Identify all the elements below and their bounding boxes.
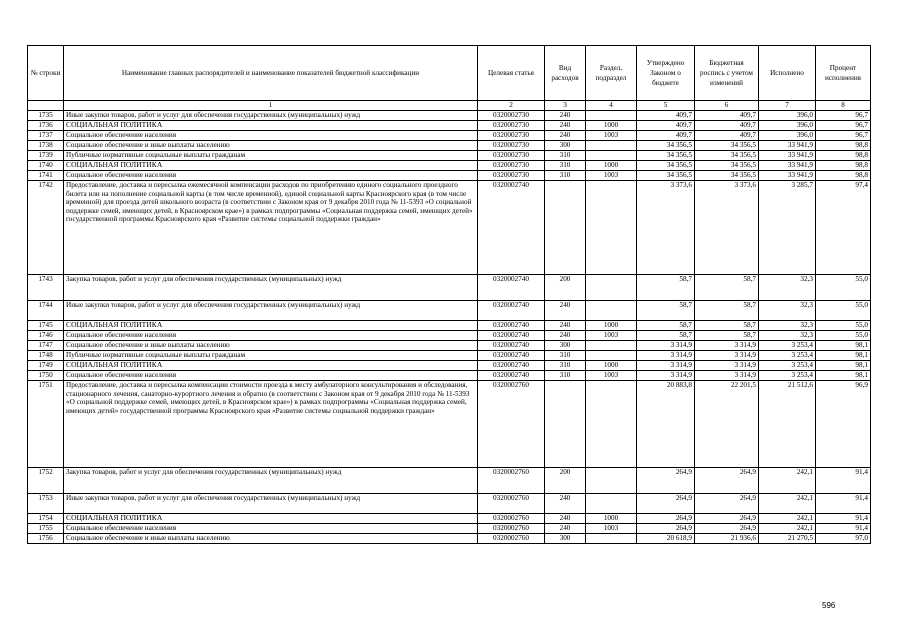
- row-target: 0320002730: [478, 121, 545, 131]
- row-number: 1747: [28, 341, 64, 351]
- row-target: 0320002730: [478, 141, 545, 151]
- row-target: 0320002760: [478, 468, 545, 494]
- row-executed: 21 270,5: [759, 534, 816, 544]
- row-percent: 55,0: [816, 275, 871, 301]
- row-budget: 409,7: [695, 111, 759, 121]
- table-row: [28, 468, 871, 494]
- row-kind: 240: [545, 111, 586, 121]
- row-executed: 32,3: [759, 331, 816, 341]
- row-name: Закупка товаров, работ и услуг для обеспечения государственных (муниципальных) нужд: [64, 468, 478, 494]
- row-section: [586, 341, 637, 351]
- row-section: 1003: [586, 371, 637, 381]
- row-kind: [545, 381, 586, 468]
- row-percent: 98,8: [816, 141, 871, 151]
- row-target: 0320002760: [478, 514, 545, 524]
- header-executed: Исполнено: [759, 46, 816, 101]
- row-section: 1003: [586, 171, 637, 181]
- row-target: 0320002760: [478, 534, 545, 544]
- row-percent: 96,9: [816, 381, 871, 468]
- table-row: [28, 331, 871, 341]
- row-number: 1740: [28, 161, 64, 171]
- row-target: 0320002740: [478, 331, 545, 341]
- row-name: Публичные нормативные социальные выплаты гражданам: [64, 351, 478, 361]
- row-section: [586, 141, 637, 151]
- header-percent: Процент исполнения: [816, 46, 871, 101]
- row-percent: 98,1: [816, 371, 871, 381]
- table-row: [28, 181, 871, 275]
- row-number: 1746: [28, 331, 64, 341]
- header-section: Раздел, подраздел: [586, 46, 637, 101]
- row-budget: 264,9: [695, 468, 759, 494]
- row-executed: 33 941,9: [759, 141, 816, 151]
- row-budget: 34 356,5: [695, 161, 759, 171]
- row-budget: 34 356,5: [695, 171, 759, 181]
- budget-table: [27, 45, 871, 544]
- row-percent: 97,0: [816, 534, 871, 544]
- row-section: 1000: [586, 121, 637, 131]
- header-name: Наименование главных распорядителей и наименование показателей бюджетной классификации: [64, 46, 478, 101]
- row-budget: 3 314,9: [695, 351, 759, 361]
- row-target: 0320002740: [478, 275, 545, 301]
- row-target: 0320002760: [478, 381, 545, 468]
- row-executed: 396,0: [759, 121, 816, 131]
- row-approved: 409,7: [637, 121, 695, 131]
- row-kind: 240: [545, 121, 586, 131]
- row-number: 1752: [28, 468, 64, 494]
- row-executed: 3 253,4: [759, 341, 816, 351]
- row-budget: 58,7: [695, 301, 759, 321]
- row-executed: 32,3: [759, 275, 816, 301]
- row-kind: 200: [545, 275, 586, 301]
- row-percent: 98,1: [816, 341, 871, 351]
- row-executed: 3 285,7: [759, 181, 816, 275]
- row-percent: 91,4: [816, 468, 871, 494]
- row-executed: 242,1: [759, 524, 816, 534]
- row-name: СОЦИАЛЬНАЯ ПОЛИТИКА: [64, 361, 478, 371]
- row-number: 1741: [28, 171, 64, 181]
- row-approved: 3 314,9: [637, 361, 695, 371]
- row-target: 0320002740: [478, 341, 545, 351]
- table-row: [28, 341, 871, 351]
- row-budget: 34 356,5: [695, 151, 759, 161]
- header-kind: Вид расходов: [545, 46, 586, 101]
- row-approved: 264,9: [637, 494, 695, 514]
- row-target: 0320002740: [478, 321, 545, 331]
- col-number-cell: 2: [478, 101, 545, 111]
- row-section: 1000: [586, 361, 637, 371]
- row-percent: 96,7: [816, 131, 871, 141]
- table-row: [28, 524, 871, 534]
- header-approved: Утверждено Законом о бюджете: [637, 46, 695, 101]
- column-number-row: [28, 101, 871, 111]
- row-approved: 58,7: [637, 321, 695, 331]
- col-number-cell: 5: [637, 101, 695, 111]
- row-budget: 3 373,6: [695, 181, 759, 275]
- row-section: 1000: [586, 161, 637, 171]
- row-target: 0320002740: [478, 361, 545, 371]
- col-number-cell: 6: [695, 101, 759, 111]
- row-number: 1743: [28, 275, 64, 301]
- row-number: 1739: [28, 151, 64, 161]
- table-row: [28, 111, 871, 121]
- table-row: [28, 301, 871, 321]
- row-approved: 264,9: [637, 524, 695, 534]
- row-number: 1749: [28, 361, 64, 371]
- table-row: [28, 371, 871, 381]
- row-section: [586, 381, 637, 468]
- row-section: [586, 351, 637, 361]
- row-approved: 3 314,9: [637, 341, 695, 351]
- row-percent: 96,7: [816, 121, 871, 131]
- row-section: [586, 151, 637, 161]
- row-number: 1742: [28, 181, 64, 275]
- row-kind: 240: [545, 321, 586, 331]
- row-target: 0320002740: [478, 181, 545, 275]
- row-percent: 98,8: [816, 171, 871, 181]
- row-kind: 240: [545, 524, 586, 534]
- row-approved: 34 356,5: [637, 151, 695, 161]
- row-budget: 409,7: [695, 121, 759, 131]
- row-executed: 396,0: [759, 131, 816, 141]
- row-name: Социальное обеспечение населения: [64, 371, 478, 381]
- row-section: [586, 494, 637, 514]
- row-budget: 264,9: [695, 494, 759, 514]
- row-kind: 310: [545, 151, 586, 161]
- table-row: [28, 351, 871, 361]
- table-row: [28, 141, 871, 151]
- row-approved: 3 314,9: [637, 351, 695, 361]
- row-percent: 55,0: [816, 301, 871, 321]
- row-kind: 300: [545, 341, 586, 351]
- row-name: СОЦИАЛЬНАЯ ПОЛИТИКА: [64, 121, 478, 131]
- row-kind: 310: [545, 361, 586, 371]
- row-budget: 3 314,9: [695, 371, 759, 381]
- row-name: Социальное обеспечение и иные выплаты населению: [64, 341, 478, 351]
- row-kind: 300: [545, 534, 586, 544]
- row-name: Социальное обеспечение и иные выплаты населению: [64, 141, 478, 151]
- row-budget: 3 314,9: [695, 361, 759, 371]
- row-approved: 58,7: [637, 275, 695, 301]
- row-kind: [545, 181, 586, 275]
- row-executed: 242,1: [759, 514, 816, 524]
- row-percent: 98,8: [816, 151, 871, 161]
- row-percent: 91,4: [816, 524, 871, 534]
- table-row: [28, 534, 871, 544]
- row-target: 0320002740: [478, 351, 545, 361]
- row-executed: 3 253,4: [759, 371, 816, 381]
- row-section: [586, 301, 637, 321]
- row-target: 0320002730: [478, 171, 545, 181]
- row-approved: 409,7: [637, 131, 695, 141]
- row-approved: 264,9: [637, 468, 695, 494]
- row-section: [586, 111, 637, 121]
- header-num: № строки: [28, 46, 64, 101]
- row-target: 0320002730: [478, 131, 545, 141]
- row-budget: 58,7: [695, 331, 759, 341]
- table-row: [28, 381, 871, 468]
- row-number: 1737: [28, 131, 64, 141]
- row-percent: 55,0: [816, 331, 871, 341]
- table-header-row: [28, 46, 871, 101]
- row-budget: 264,9: [695, 524, 759, 534]
- table-row: [28, 171, 871, 181]
- row-name: Публичные нормативные социальные выплаты гражданам: [64, 151, 478, 161]
- row-kind: 240: [545, 331, 586, 341]
- row-kind: 240: [545, 514, 586, 524]
- row-section: [586, 468, 637, 494]
- row-kind: 240: [545, 301, 586, 321]
- row-number: 1754: [28, 514, 64, 524]
- row-approved: 58,7: [637, 301, 695, 321]
- row-budget: 58,7: [695, 275, 759, 301]
- row-kind: 240: [545, 131, 586, 141]
- row-approved: 409,7: [637, 111, 695, 121]
- row-percent: 91,4: [816, 494, 871, 514]
- table-row: [28, 361, 871, 371]
- row-section: [586, 534, 637, 544]
- row-name: Социальное обеспечение населения: [64, 171, 478, 181]
- row-name: Предоставление, доставка и пересылка ежемесячной компенсации расходов по приобретению единого социального проездного билета или на пополнение социальной карты (в том числе временной), единой социальной карты Красноярского края (в том числе временной) для проезда детей школьного возраста (в соответствии с Законом края от 9 декабря 2010 года № 11-5393 «О социальной поддержке семей, имеющих детей, в Красноярском крае») в рамках подпрограммы «Социальная поддержка семей, имеющих детей» государственной программы Красноярского края «Развитие системы социальной поддержки граждан»: [64, 181, 478, 275]
- row-number: 1744: [28, 301, 64, 321]
- row-number: 1745: [28, 321, 64, 331]
- row-percent: 97,4: [816, 181, 871, 275]
- col-number-cell: 4: [586, 101, 637, 111]
- row-approved: 3 373,6: [637, 181, 695, 275]
- row-approved: 34 356,5: [637, 171, 695, 181]
- row-name: Иные закупки товаров, работ и услуг для обеспечения государственных (муниципальных) нужд: [64, 111, 478, 121]
- table-row: [28, 161, 871, 171]
- row-kind: 310: [545, 161, 586, 171]
- row-kind: 310: [545, 351, 586, 361]
- row-percent: 98,1: [816, 351, 871, 361]
- row-executed: 242,1: [759, 468, 816, 494]
- row-kind: 240: [545, 494, 586, 514]
- row-target: 0320002760: [478, 524, 545, 534]
- col-number-cell: 8: [816, 101, 871, 111]
- row-executed: 32,3: [759, 301, 816, 321]
- col-number-cell: [28, 101, 64, 111]
- row-target: 0320002740: [478, 371, 545, 381]
- row-target: 0320002730: [478, 161, 545, 171]
- row-name: Социальное обеспечение и иные выплаты населению: [64, 534, 478, 544]
- row-percent: 98,8: [816, 161, 871, 171]
- row-approved: 3 314,9: [637, 371, 695, 381]
- row-percent: 55,0: [816, 321, 871, 331]
- row-budget: 3 314,9: [695, 341, 759, 351]
- header-budget: Бюджетная роспись с учетом изменений: [695, 46, 759, 101]
- row-name: Предоставление, доставка и пересылка компенсации стоимости проезда к месту амбулаторного консультирования и обследования, стационарного лечения, санаторно-курортного лечения и обратно (в соответствии с Законом края от 9 декабря 2010 года № 11-5393 «О социальной поддержке семей, имеющих детей, в Красноярском крае») в рамках подпрограммы «Социальная поддержка семей, имеющих детей» государственной программы Красноярского края «Развитие системы социальной поддержки граждан»: [64, 381, 478, 468]
- row-target: 0320002730: [478, 111, 545, 121]
- row-executed: 33 941,9: [759, 161, 816, 171]
- row-section: 1000: [586, 514, 637, 524]
- row-section: 1003: [586, 331, 637, 341]
- row-kind: 300: [545, 141, 586, 151]
- row-executed: 3 253,4: [759, 351, 816, 361]
- col-number-cell: 3: [545, 101, 586, 111]
- row-approved: 264,9: [637, 514, 695, 524]
- row-target: 0320002760: [478, 494, 545, 514]
- row-number: 1755: [28, 524, 64, 534]
- row-approved: 20 618,9: [637, 534, 695, 544]
- row-number: 1736: [28, 121, 64, 131]
- row-approved: 58,7: [637, 331, 695, 341]
- row-section: [586, 275, 637, 301]
- row-number: 1756: [28, 534, 64, 544]
- row-name: Закупка товаров, работ и услуг для обеспечения государственных (муниципальных) нужд: [64, 275, 478, 301]
- row-approved: 20 883,8: [637, 381, 695, 468]
- row-section: 1000: [586, 321, 637, 331]
- row-name: Иные закупки товаров, работ и услуг для обеспечения государственных (муниципальных) нужд: [64, 494, 478, 514]
- row-target: 0320002730: [478, 151, 545, 161]
- row-section: 1003: [586, 524, 637, 534]
- table-row: [28, 514, 871, 524]
- row-approved: 34 356,5: [637, 141, 695, 151]
- row-executed: 3 253,4: [759, 361, 816, 371]
- row-target: 0320002740: [478, 301, 545, 321]
- row-approved: 34 356,5: [637, 161, 695, 171]
- table-row: [28, 321, 871, 331]
- row-number: 1748: [28, 351, 64, 361]
- page-number: 596: [822, 601, 836, 610]
- row-kind: 310: [545, 171, 586, 181]
- row-name: СОЦИАЛЬНАЯ ПОЛИТИКА: [64, 321, 478, 331]
- row-budget: 264,9: [695, 514, 759, 524]
- row-number: 1751: [28, 381, 64, 468]
- row-name: Социальное обеспечение населения: [64, 331, 478, 341]
- table-row: [28, 275, 871, 301]
- row-budget: 409,7: [695, 131, 759, 141]
- row-name: Иные закупки товаров, работ и услуг для обеспечения государственных (муниципальных) нужд: [64, 301, 478, 321]
- row-executed: 33 941,9: [759, 151, 816, 161]
- row-number: 1735: [28, 111, 64, 121]
- row-kind: 310: [545, 371, 586, 381]
- table-row: [28, 494, 871, 514]
- row-name: СОЦИАЛЬНАЯ ПОЛИТИКА: [64, 161, 478, 171]
- row-section: [586, 181, 637, 275]
- row-number: 1738: [28, 141, 64, 151]
- row-kind: 200: [545, 468, 586, 494]
- row-percent: 91,4: [816, 514, 871, 524]
- row-number: 1750: [28, 371, 64, 381]
- table-row: [28, 131, 871, 141]
- row-executed: 21 512,6: [759, 381, 816, 468]
- row-percent: 96,7: [816, 111, 871, 121]
- row-name: Социальное обеспечение населения: [64, 131, 478, 141]
- row-budget: 22 201,5: [695, 381, 759, 468]
- row-budget: 58,7: [695, 321, 759, 331]
- row-budget: 21 936,6: [695, 534, 759, 544]
- row-percent: 98,1: [816, 361, 871, 371]
- row-budget: 34 356,5: [695, 141, 759, 151]
- row-executed: 32,3: [759, 321, 816, 331]
- row-name: СОЦИАЛЬНАЯ ПОЛИТИКА: [64, 514, 478, 524]
- row-executed: 33 941,9: [759, 171, 816, 181]
- row-section: 1003: [586, 131, 637, 141]
- table-row: [28, 121, 871, 131]
- col-number-cell: 7: [759, 101, 816, 111]
- header-target: Целевая статья: [478, 46, 545, 101]
- table-row: [28, 151, 871, 161]
- row-name: Социальное обеспечение населения: [64, 524, 478, 534]
- row-number: 1753: [28, 494, 64, 514]
- row-executed: 242,1: [759, 494, 816, 514]
- col-number-cell: 1: [64, 101, 478, 111]
- row-executed: 396,0: [759, 111, 816, 121]
